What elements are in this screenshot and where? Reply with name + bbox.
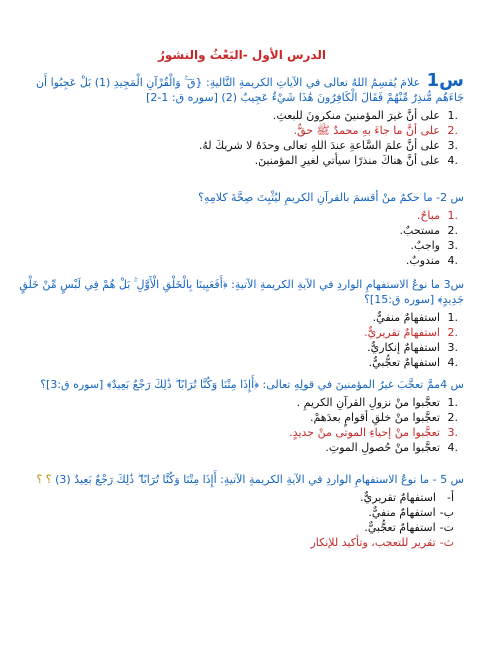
option-text: استفهامٌ تعجُّبيٌّ. [368,356,440,369]
question-5-tail: ؟ ؟ [36,473,52,486]
option-text: استفهامٌ تعجُّبيٌّ. [364,521,436,534]
option-number: .4 [447,154,458,167]
option-number: .3 [447,341,458,354]
question-5-stem: س 5 - ما نوعُ الاستفهامِ الواردِ في الآيةِ الكريمةِ الآتيةِ: أَإِذَا مِتْنَا وَكُنَّا تُرَابًا ۖ ذَٰلِكَ رَجْعٌ بَعِيدٌ (3) [55,473,464,486]
question-1-number: س1 [426,70,464,91]
question-2-stem: س 2- ما حكمُ منْ أقسمَ بالقرآنِ الكريمِ ليُثْبِتَ صِحَّةَ كلامِهِ؟ [198,191,464,204]
option-text: على أنَّ غيرَ المؤمنينَ منكرونَ للبعثِ. [272,109,440,122]
option-letter: أ- [446,491,454,504]
option-number: .3 [447,239,458,252]
question-1-options [14,108,464,168]
option[interactable] [14,340,458,355]
option[interactable] [14,138,458,153]
question-5-options [14,490,464,550]
option[interactable] [14,395,458,410]
option-number: .1 [447,396,458,409]
option-text: على أنَّ ما جاءَ بهِ محمدٌ ﷺ حقٌّ. [293,124,440,137]
question-1-text [14,70,464,105]
option-number: .4 [447,254,458,267]
option[interactable] [14,108,458,123]
option-number: .2 [447,124,458,137]
option[interactable] [14,310,458,325]
option[interactable] [14,355,458,370]
option[interactable] [14,505,458,520]
lesson-title: الدرس الأول -البَعْثُ والنشورُ [157,48,327,62]
question-3 [14,277,464,370]
option-text: مستحبٌ. [399,224,440,237]
option-correct[interactable] [14,425,458,440]
option-text: على أنَّ علمَ السَّاعةِ عندَ اللهِ تعالى وحدَهُ لا شريكَ لهُ. [198,139,440,152]
option-text: مباحٌ. [416,209,440,222]
option-text: استفهامٌ تقريريٌّ. [364,326,440,339]
option[interactable] [14,153,458,168]
option[interactable] [14,253,458,268]
option[interactable] [14,490,458,505]
option[interactable] [14,440,458,455]
option-number: .3 [447,426,458,439]
question-2-options [14,208,464,268]
option-correct[interactable] [14,535,458,550]
question-4-options [14,395,464,455]
question-4 [14,377,464,455]
option-text: استفهامٌ تقريريٌّ. [360,491,436,504]
option-letter: ث- [439,536,454,549]
option-text: تعجَّبوا منْ نزولِ القرآنِ الكريمِ . [296,396,440,409]
option-number: .1 [447,209,458,222]
option-letter: ب- [439,506,454,519]
question-3-stem: س3 ما نوعُ الاستفهامِ الواردِ في الآيةِ الكريمةِ الآتيةِ: ﴿أَفَعَيِينَا بِالْخَلْقِ الْأَوَّلِ ۚ بَلْ هُمْ فِي لَبْسٍ مِّنْ خَلْقٍ جَدِيدٍ﴾ [سوره ق:15]؟ [19,278,464,306]
question-3-options [14,310,464,370]
option-number: .2 [447,326,458,339]
option-text: مندوبٌ. [405,254,440,267]
option-number: .2 [447,224,458,237]
option[interactable] [14,223,458,238]
question-1-stem: علامَ يُقسِمُ اللهُ تعالى في الآياتِ الكريمةِ التَّاليةِ: {قٓ ۚ وَالْقُرْآنِ الْمَجِيدِ (1) بَلْ عَجِبُوا أَن جَاءَهُم مُّنذِرٌ مِّنْهُمْ فَقَالَ الْكَافِرُونَ هَٰذَا شَيْءٌ عَجِيبٌ (2) [سوره ق: 1-2] [35,76,464,104]
option-text: واجبٌ. [410,239,440,252]
option-text: تقرير للتعجب، وتأكيد للإنكار [310,536,436,549]
option-text: استفهامٌ منفيٌّ. [372,311,440,324]
option-number: .1 [447,311,458,324]
option-correct[interactable] [14,123,458,138]
question-5 [14,472,464,550]
option[interactable] [14,238,458,253]
question-2 [14,190,464,268]
option-text: تعجَّبوا منْ خلقِ أقوامٍ بعدَهمْ. [309,411,440,424]
option-text: تعجَّبوا منْ حُصولِ الموتِ. [325,441,440,454]
option-number: .4 [447,356,458,369]
question-4-stem: س 4ممَّ تعجَّبَ غيرُ المؤمنينَ في قولِهِ تعالى: ﴿أَإِذَا مِتْنَا وَكُنَّا تُرَابًا ۖ ذَٰلِكَ رَجْعٌ بَعِيدٌ﴾ [سوره ق:3]؟ [40,378,464,391]
option[interactable] [14,520,458,535]
question-1 [14,70,464,168]
option-text: تعجَّبوا منْ إحياءِ الموتى منْ جديدٍ. [289,426,440,439]
option-number: .4 [447,441,458,454]
question-5-text [14,472,464,487]
option-text: استفهامٌ منفيٌّ. [368,506,436,519]
option-number: .3 [447,139,458,152]
option-number: .1 [447,109,458,122]
option[interactable] [14,410,458,425]
option-correct[interactable] [14,325,458,340]
option-number: .2 [447,411,458,424]
option-text: على أنَّ هناكَ منذرًا سيأتي لغيرِ المؤمنينَ. [254,154,440,167]
option-text: استفهامٌ إنكاريٌّ. [367,341,440,354]
option-letter: ت- [439,521,454,534]
option-correct[interactable] [14,208,458,223]
